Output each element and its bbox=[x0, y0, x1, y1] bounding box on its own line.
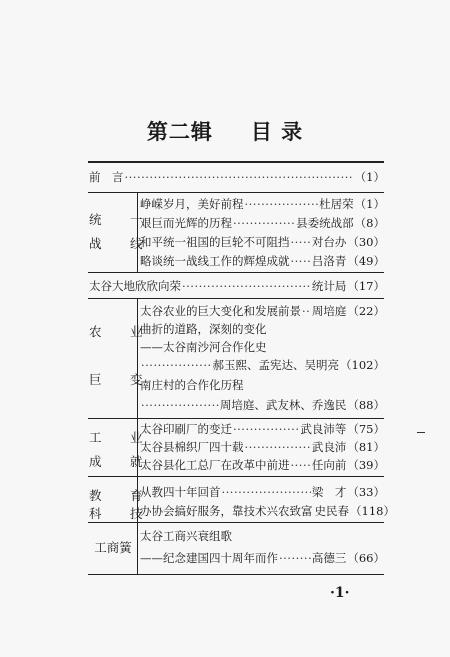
toc-entry[interactable] bbox=[89, 277, 385, 295]
entry-page: （33） bbox=[347, 485, 385, 499]
entry-title: 从教四十年回首 bbox=[140, 485, 221, 499]
entry-author: 史民春 bbox=[314, 504, 349, 518]
entry-author: 吕洛青 bbox=[311, 254, 347, 268]
entry-title: 太谷农业的巨大变化和发展前景 bbox=[140, 304, 301, 318]
entry-title: 太谷县棉织厂四十载 bbox=[140, 440, 244, 454]
column-divider bbox=[137, 298, 138, 418]
entry-title: 略谈统一战线工作的辉煌成就 bbox=[140, 254, 290, 268]
toc-entry[interactable] bbox=[140, 483, 385, 501]
entry-title: 南庄村的合作化历程 bbox=[140, 378, 244, 392]
entry-author: 统计局 bbox=[311, 279, 347, 293]
top-rule bbox=[88, 161, 384, 163]
dot-leader bbox=[182, 279, 311, 293]
entry-author: 武良沛等 bbox=[300, 422, 347, 436]
section-label: 统 一 bbox=[89, 212, 151, 227]
section-label: 工商簧 bbox=[94, 540, 132, 555]
dot-leader bbox=[233, 216, 295, 230]
section-divider bbox=[88, 192, 384, 193]
margin-mark bbox=[417, 432, 425, 433]
bottom-rule bbox=[88, 574, 384, 575]
entry-author: 杜居荣 bbox=[319, 197, 354, 211]
entry-page: （17） bbox=[347, 279, 385, 293]
section-divider bbox=[88, 476, 384, 477]
section-divider bbox=[88, 272, 384, 273]
section-divider bbox=[88, 418, 384, 419]
entry-title: 太谷大地欣欣向荣 bbox=[89, 279, 181, 293]
toc-entry-subtitle bbox=[140, 338, 385, 356]
toc-entry[interactable] bbox=[140, 420, 385, 438]
toc-entry[interactable] bbox=[140, 252, 385, 270]
toc-entry[interactable] bbox=[140, 195, 385, 213]
entry-page: （8） bbox=[354, 216, 385, 230]
dot-leader bbox=[245, 440, 311, 454]
toc-entry[interactable] bbox=[140, 233, 385, 251]
entry-author: 武良沛 bbox=[311, 440, 347, 454]
column-divider bbox=[137, 192, 138, 272]
entry-title: 和平统一祖国的巨轮不可阻挡 bbox=[140, 235, 290, 249]
entry-title: 太谷印刷厂的变迁 bbox=[140, 422, 232, 436]
section-divider bbox=[88, 522, 384, 523]
entry-title: 太谷工商兴衰组歌 bbox=[140, 529, 232, 543]
toc-entry[interactable] bbox=[140, 502, 395, 520]
section-label: 科 技 bbox=[89, 506, 151, 521]
toc-entry[interactable] bbox=[140, 438, 385, 456]
section-divider bbox=[88, 298, 384, 299]
dot-leader bbox=[279, 551, 311, 565]
entry-author: 郝玉熙、孟宪达、吴明亮 bbox=[212, 358, 340, 372]
toc-entry[interactable] bbox=[89, 168, 385, 186]
entry-title: 峥嵘岁月，美好前程 bbox=[140, 197, 244, 211]
contents-heading: 目 录 bbox=[250, 119, 304, 144]
dot-leader bbox=[222, 485, 311, 499]
entry-author: 对台办 bbox=[311, 235, 347, 249]
entry-title: 办协会搞好服务，靠技术兴农致富 bbox=[140, 504, 313, 518]
entry-title: 曲折的道路，深刻的变化 bbox=[140, 322, 267, 336]
column-divider bbox=[137, 522, 138, 574]
entry-author: 周培庭 bbox=[311, 304, 347, 318]
toc-entry[interactable] bbox=[140, 376, 385, 394]
volume-label: 第二辑 bbox=[146, 119, 213, 144]
dot-leader bbox=[291, 458, 311, 472]
dot-leader bbox=[233, 422, 299, 436]
entry-page: （88） bbox=[347, 398, 385, 412]
entry-title: 太谷县化工总厂在改革中前进 bbox=[140, 458, 290, 472]
dot-leader bbox=[291, 235, 311, 249]
entry-page: （66） bbox=[347, 551, 385, 565]
dot-leader bbox=[141, 358, 212, 372]
dot-leader bbox=[245, 197, 319, 211]
toc-entry[interactable] bbox=[140, 320, 385, 338]
dot-leader bbox=[141, 398, 219, 412]
entry-page: （75） bbox=[347, 422, 385, 436]
toc-entry[interactable] bbox=[140, 302, 385, 320]
entry-page: （81） bbox=[347, 440, 385, 454]
entry-page: （102） bbox=[340, 358, 385, 372]
toc-entry[interactable] bbox=[140, 456, 385, 474]
entry-subtitle: ——太谷南沙河合作化史 bbox=[140, 340, 267, 354]
toc-entry[interactable] bbox=[140, 527, 385, 545]
entry-page: （1） bbox=[354, 170, 385, 184]
entry-title: 前 言 bbox=[89, 170, 124, 184]
section-label: 教 育 bbox=[89, 488, 151, 503]
entry-author: 周培庭、武友林、乔逸民 bbox=[219, 398, 347, 412]
section-label: 农 业 bbox=[89, 324, 151, 339]
entry-subtitle: ——纪念建国四十周年而作 bbox=[140, 551, 278, 565]
entry-author: 梁 才 bbox=[311, 485, 347, 499]
page-number: ·1· bbox=[330, 585, 350, 601]
page-title bbox=[0, 116, 450, 146]
entry-page: （39） bbox=[347, 458, 385, 472]
entry-author: 县委统战部 bbox=[296, 216, 354, 230]
entry-page: （49） bbox=[347, 254, 385, 268]
dot-leader bbox=[125, 170, 353, 184]
entry-author: 高德三 bbox=[311, 551, 347, 565]
entry-title: 艰巨而光辉的历程 bbox=[140, 216, 232, 230]
toc-entry-author-line[interactable] bbox=[140, 396, 385, 414]
dot-leader bbox=[291, 254, 311, 268]
section-label: 巨 变 bbox=[89, 372, 151, 387]
toc-entry[interactable] bbox=[140, 549, 385, 567]
entry-page: （30） bbox=[347, 235, 385, 249]
toc-entry-author-line[interactable] bbox=[140, 356, 385, 374]
section-label: 成 就 bbox=[89, 454, 151, 469]
toc-entry[interactable] bbox=[140, 214, 385, 232]
entry-author: 任向前 bbox=[311, 458, 347, 472]
section-label: 战 线 bbox=[89, 236, 151, 251]
entry-page: （118） bbox=[350, 504, 395, 518]
section-label: 工 业 bbox=[89, 430, 151, 445]
entry-page: （22） bbox=[347, 304, 385, 318]
entry-page: （1） bbox=[354, 197, 385, 211]
dot-leader bbox=[302, 304, 311, 318]
